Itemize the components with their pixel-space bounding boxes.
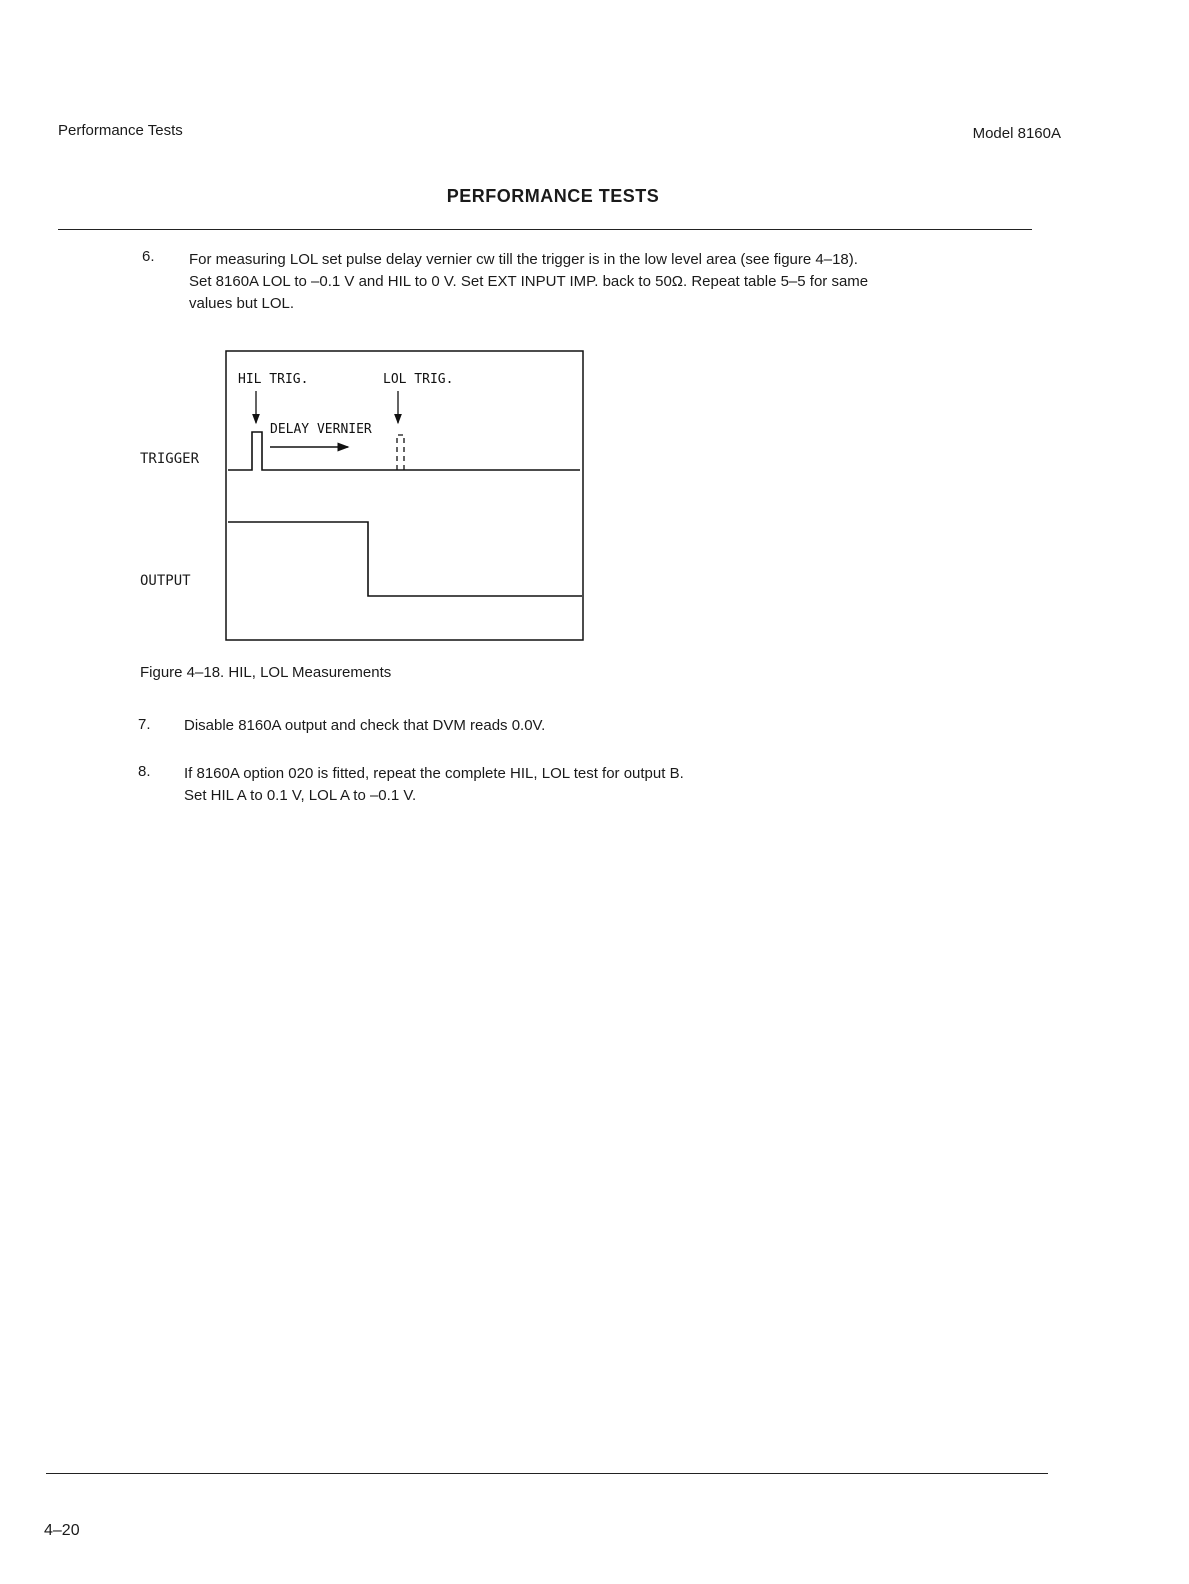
section-title: PERFORMANCE TESTS [446,186,660,206]
running-header-right: Model 8160A [972,125,1061,142]
shifted-trigger-pulse [397,435,404,470]
step-6-line-3: values but LOL. [189,295,295,312]
step-6-number: 6. [142,248,155,265]
step-8-line-2: Set HIL A to 0.1 V, LOL A to –0.1 V. [184,787,417,804]
figure-label-output: OUTPUT [140,573,191,589]
step-7-number: 7. [138,716,151,733]
step-6-line-2: Set 8160A LOL to –0.1 V and HIL to 0 V. Set EXT INPUT IMP. back to 50Ω. Repeat table 5–5 for same [189,273,869,290]
title-rule [58,229,1032,230]
timing-diagram [220,345,590,645]
step-6-line-1: For measuring LOL set pulse delay vernier cw till the trigger is in the low level area (see figure 4–18). [189,251,858,268]
page-number: 4–20 [44,1522,80,1539]
footer-rule [46,1473,1048,1474]
figure-label-trigger: TRIGGER [140,451,200,467]
running-header-left: Performance Tests [58,122,183,139]
figure-caption: Figure 4–18. HIL, LOL Measurements [140,664,392,681]
hil-trig-label: HIL TRIG. [238,372,309,387]
step-7-line-1: Disable 8160A output and check that DVM reads 0.0V. [184,717,546,734]
step-8-line-1: If 8160A option 020 is fitted, repeat the complete HIL, LOL test for output B. [184,765,684,782]
step-8-number: 8. [138,763,151,780]
output-waveform [228,522,582,596]
lol-trig-label: LOL TRIG. [383,372,454,387]
delay-vernier-label: DELAY VERNIER [270,422,372,437]
